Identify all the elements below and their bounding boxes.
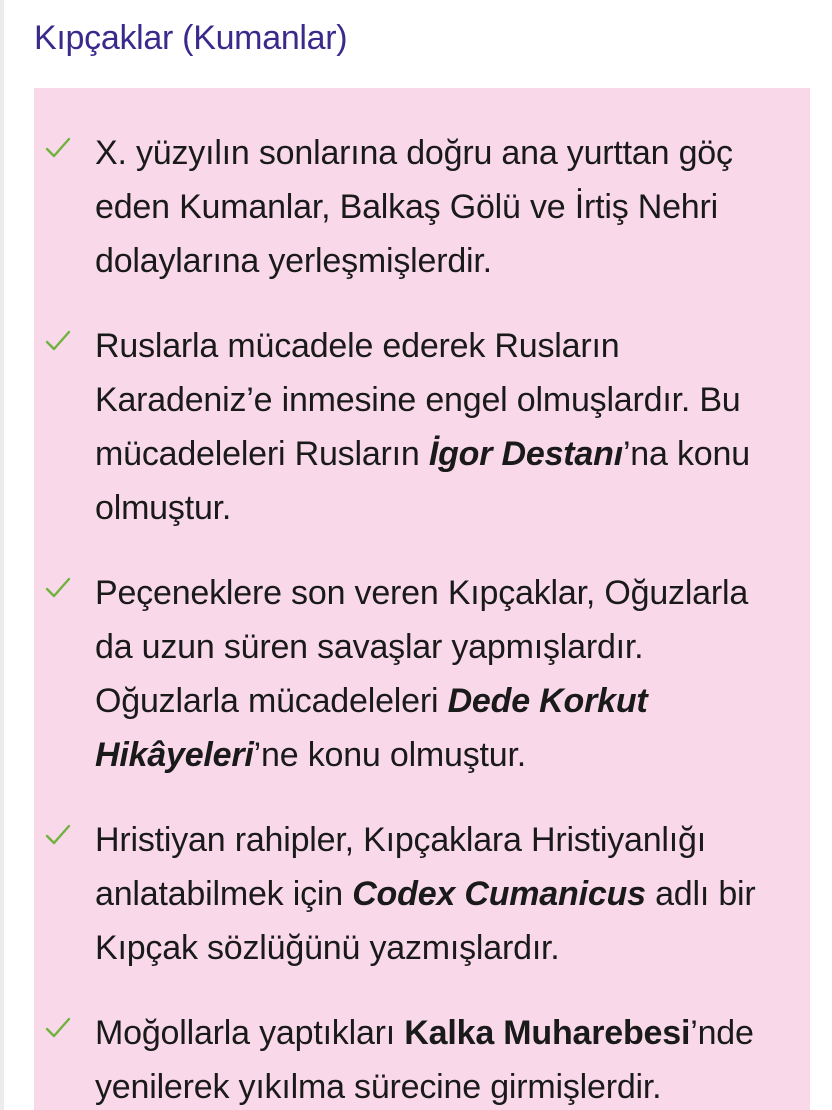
list-item-text xyxy=(95,126,790,288)
checkmark-icon xyxy=(43,132,73,162)
checkmark-icon xyxy=(43,819,73,849)
item-text-part: adlı bir Kıpçak sözlüğünü yazmışlardır. xyxy=(95,875,756,967)
item-text-part: Peçeneklere son veren Kıpçaklar, Oğuzlarla da uzun süren savaşlar yapmışlardır. Oğuzlarla mücadeleleri xyxy=(95,574,749,720)
list-item-text xyxy=(95,319,790,535)
emphasized-term: Dede Korkut Hikâyeleri xyxy=(95,682,648,774)
emphasized-term: Kalka Muharebesi xyxy=(404,1014,691,1052)
list-item xyxy=(41,126,790,288)
item-text-part: Ruslarla mücadele ederek Rusların Karadeniz’e inmesine engel olmuşlardır. Bu mücadeleleri Rusların xyxy=(95,327,741,473)
checkmark-icon xyxy=(43,1012,73,1042)
checkmark-icon xyxy=(43,325,73,355)
checkmark-icon xyxy=(43,572,73,602)
list-item-text xyxy=(95,813,790,975)
item-text-part: ’na konu olmuştur. xyxy=(95,435,750,527)
item-text-part: ’nde yenilerek yıkılma sürecine girmişlerdir. xyxy=(95,1014,754,1106)
item-text-part: ’ne konu olmuştur. xyxy=(253,736,527,774)
list-item-text xyxy=(95,566,790,782)
bullet-list xyxy=(41,126,790,1110)
list-item-text xyxy=(95,1006,790,1110)
item-text-part: Moğollarla yaptıkları xyxy=(95,1014,405,1052)
list-item xyxy=(41,566,790,782)
left-border xyxy=(0,0,4,1110)
emphasized-term: Codex Cumanicus xyxy=(352,875,646,913)
section-heading: Kıpçaklar (Kumanlar) xyxy=(34,19,348,57)
list-item xyxy=(41,1006,790,1110)
item-text-part: Hristiyan rahipler, Kıpçaklara Hristiyanlığı anlatabilmek için xyxy=(95,821,706,913)
list-item xyxy=(41,319,790,535)
emphasized-term: İgor Destanı xyxy=(428,435,623,473)
list-item xyxy=(41,813,790,975)
info-panel xyxy=(34,88,810,1110)
item-text-part: X. yüzyılın sonlarına doğru ana yurttan göç eden Kumanlar, Balkaş Gölü ve İrtiş Nehri dolaylarına yerleşmişlerdir. xyxy=(95,134,733,280)
